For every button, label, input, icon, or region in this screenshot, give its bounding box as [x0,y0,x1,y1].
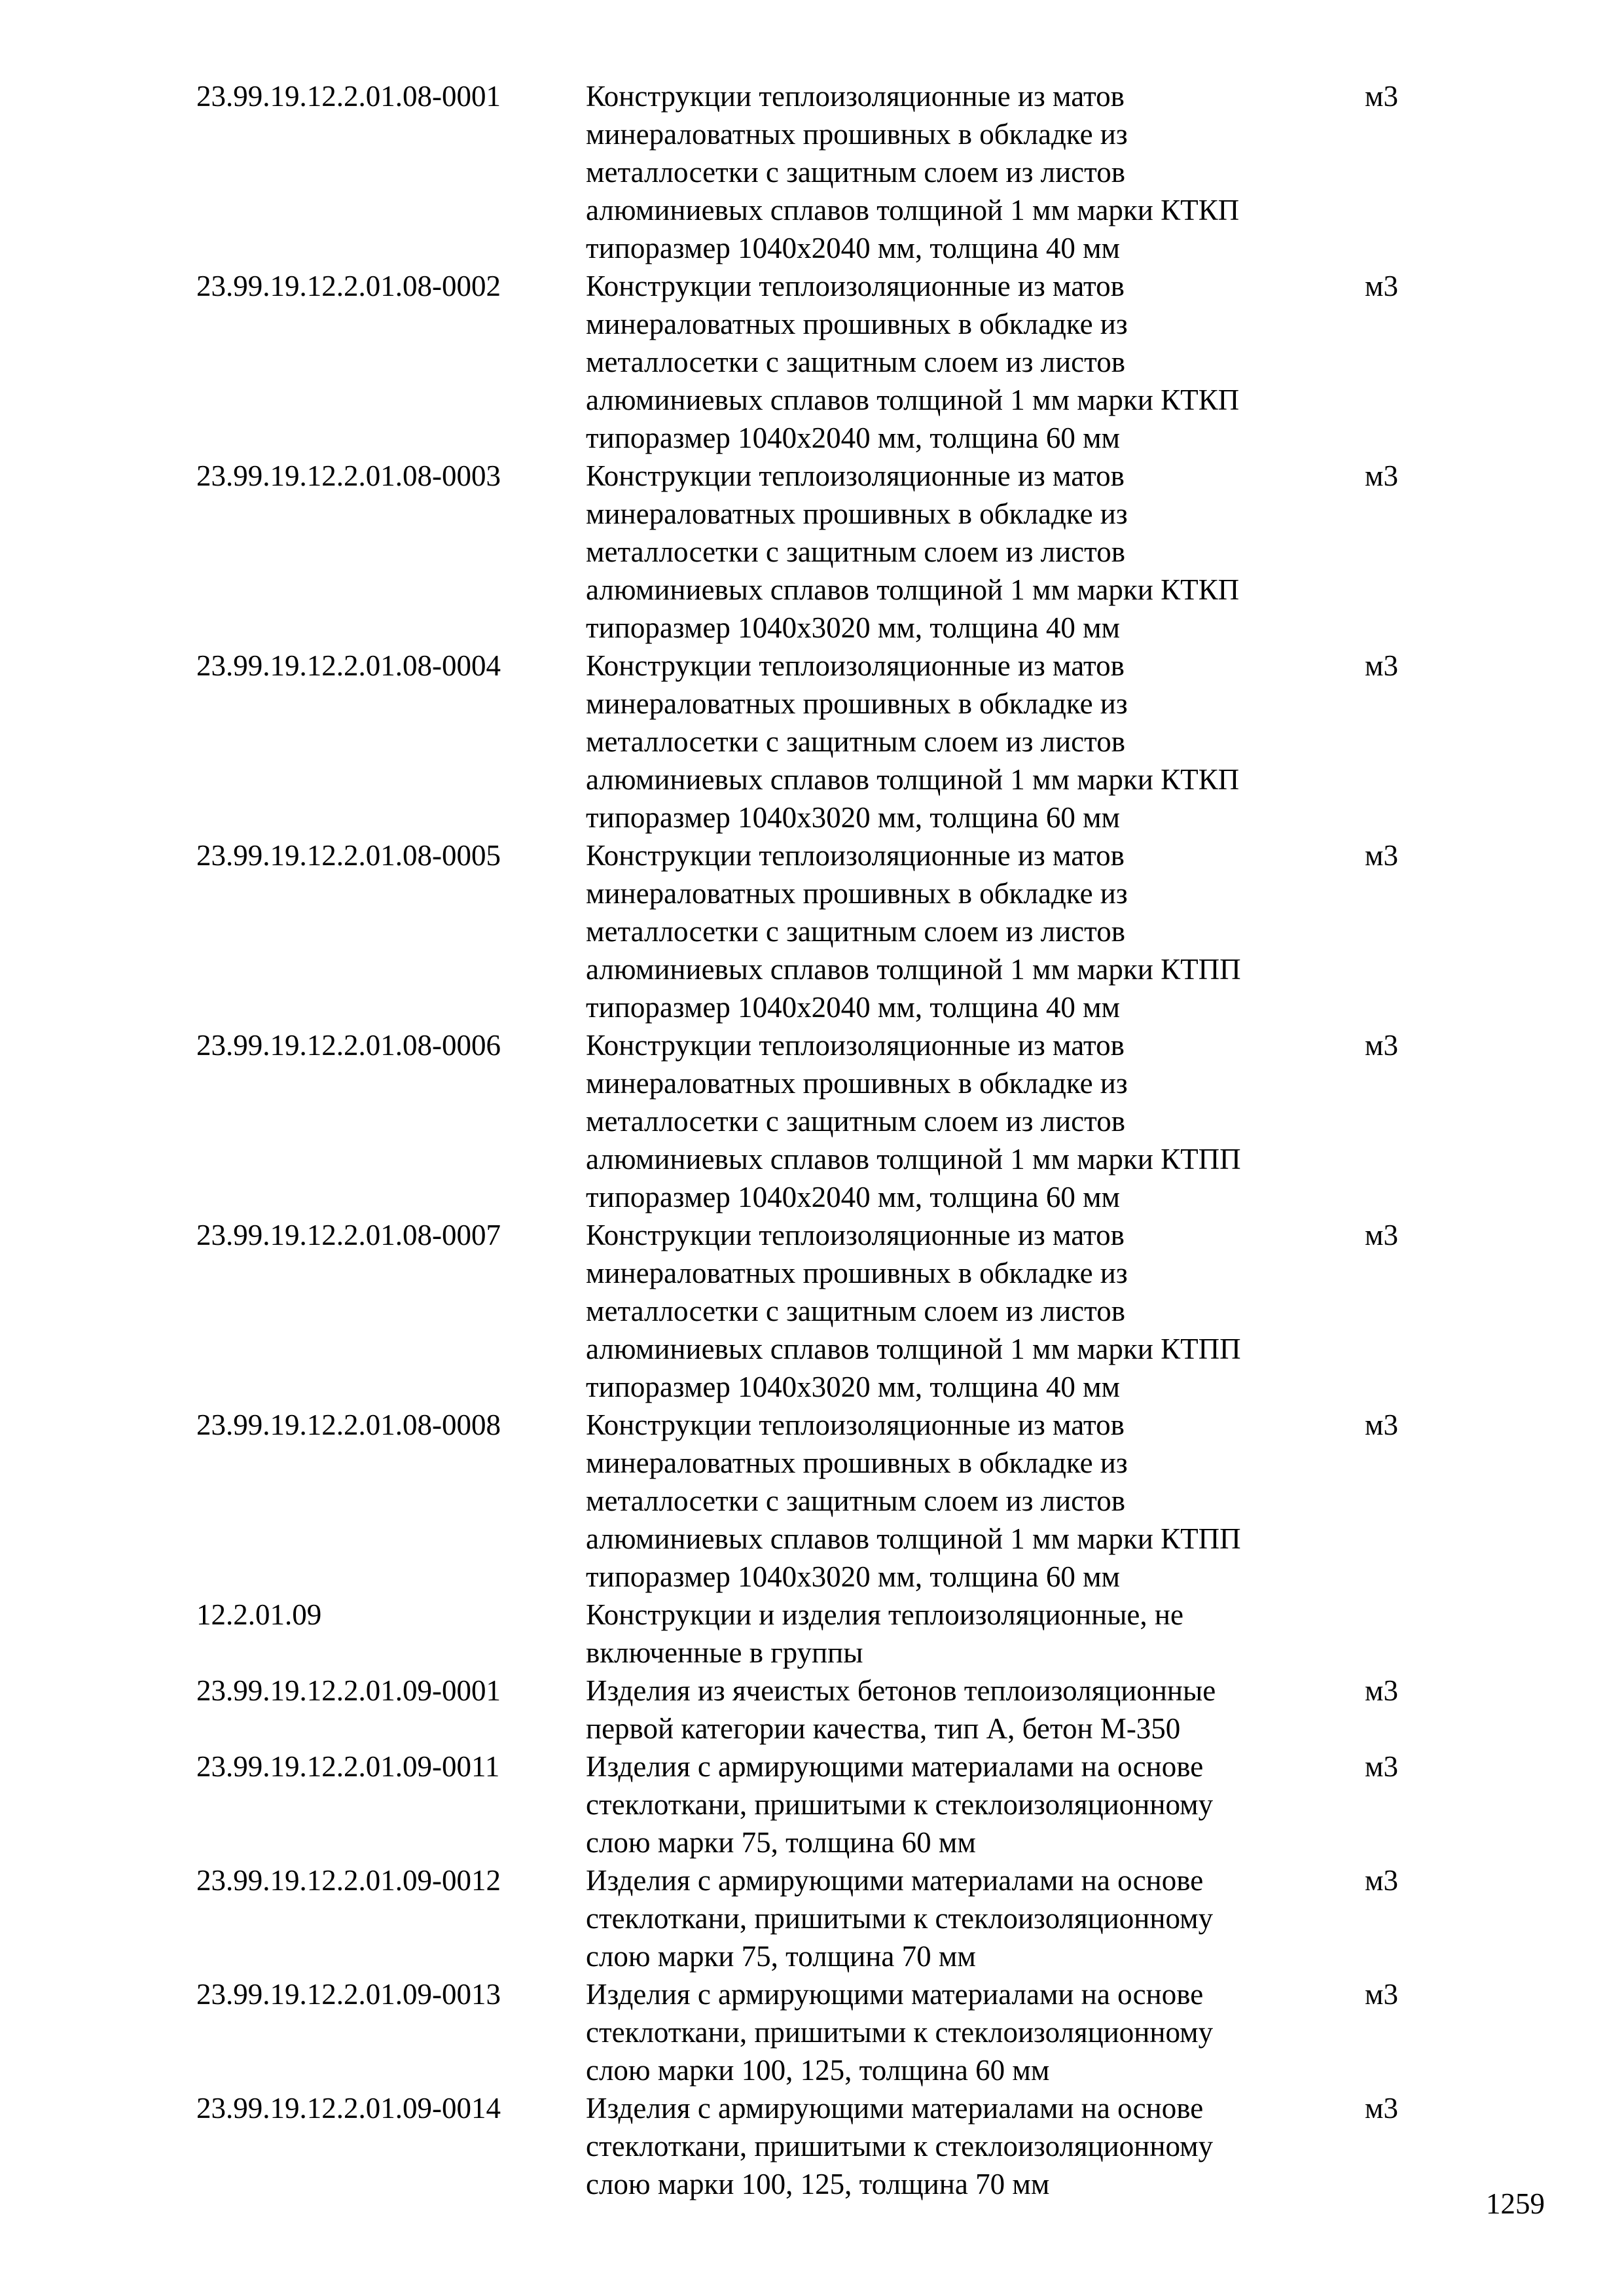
item-code: 23.99.19.12.2.01.09-0012 [196,1864,501,1897]
table-row [196,647,1440,836]
item-code: 23.99.19.12.2.01.08-0007 [196,1219,501,1251]
item-description: Конструкции теплоизоляционные из матов минераловатных прошивных в обкладке из металлосетки с защитным слоем из листов алюминиевых сплавов толщиной 1 мм марки КТПП типоразмер 1040х3020 мм, толщина 40 мм [586,1219,1241,1403]
item-code: 23.99.19.12.2.01.08-0002 [196,270,501,302]
item-description: Изделия с армирующими материалами на основе стеклоткани, пришитыми к стеклоизоляционному слою марки 100, 125, толщина 60 мм [586,1978,1214,2087]
table-row [196,1975,1440,2089]
item-description: Конструкции теплоизоляционные из матов минераловатных прошивных в обкладке из металлосетки с защитным слоем из листов алюминиевых сплавов толщиной 1 мм марки КТКП типоразмер 1040х3020 мм, толщина 40 мм [586,459,1240,644]
table-row [196,267,1440,457]
item-unit: м3 [1365,1219,1398,1251]
item-description: Конструкции теплоизоляционные из матов минераловатных прошивных в обкладке из металлосетки с защитным слоем из листов алюминиевых сплавов толщиной 1 мм марки КТКП типоразмер 1040х3020 мм, толщина 60 мм [586,649,1240,834]
table-row [196,1406,1440,1596]
item-code: 23.99.19.12.2.01.09-0001 [196,1674,501,1707]
item-unit: м3 [1365,1408,1398,1441]
table-row [196,1672,1440,1748]
item-description: Конструкции теплоизоляционные из матов минераловатных прошивных в обкладке из металлосетки с защитным слоем из листов алюминиевых сплавов толщиной 1 мм марки КТПП типоразмер 1040х2040 мм, толщина 40 мм [586,839,1241,1024]
item-description: Изделия с армирующими материалами на основе стеклоткани, пришитыми к стеклоизоляционному слою марки 100, 125, толщина 70 мм [586,2092,1214,2200]
item-description: Изделия с армирующими материалами на основе стеклоткани, пришитыми к стеклоизоляционному слою марки 75, толщина 70 мм [586,1864,1214,1973]
item-code: 23.99.19.12.2.01.08-0008 [196,1408,501,1441]
group-header-row [196,1596,1440,1672]
item-unit: м3 [1365,649,1398,682]
table-row [196,1216,1440,1406]
item-code: 23.99.19.12.2.01.08-0001 [196,80,501,113]
item-code: 23.99.19.12.2.01.08-0003 [196,459,501,492]
item-code: 23.99.19.12.2.01.08-0004 [196,649,501,682]
item-unit: м3 [1365,839,1398,872]
table-row [196,1026,1440,1216]
item-unit: м3 [1365,1978,1398,2011]
item-code: 23.99.19.12.2.01.09-0011 [196,1750,500,1783]
catalog-table [196,77,1440,2203]
table-row [196,77,1440,267]
item-unit: м3 [1365,80,1398,113]
item-description: Конструкции теплоизоляционные из матов минераловатных прошивных в обкладке из металлосетки с защитным слоем из листов алюминиевых сплавов толщиной 1 мм марки КТПП типоразмер 1040х3020 мм, толщина 60 мм [586,1408,1241,1593]
table-row [196,1748,1440,1861]
group-code: 12.2.01.09 [196,1598,322,1631]
item-unit: м3 [1365,1674,1398,1707]
item-unit: м3 [1365,1750,1398,1783]
item-description: Конструкции теплоизоляционные из матов минераловатных прошивных в обкладке из металлосетки с защитным слоем из листов алюминиевых сплавов толщиной 1 мм марки КТПП типоразмер 1040х2040 мм, толщина 60 мм [586,1029,1241,1213]
item-description: Изделия с армирующими материалами на основе стеклоткани, пришитыми к стеклоизоляционному слою марки 75, толщина 60 мм [586,1750,1214,1859]
item-unit: м3 [1365,2092,1398,2125]
item-unit: м3 [1365,459,1398,492]
table-row [196,836,1440,1026]
item-code: 23.99.19.12.2.01.08-0006 [196,1029,501,1062]
page-number: 1259 [1486,2187,1545,2220]
item-code: 23.99.19.12.2.01.09-0013 [196,1978,501,2011]
table-row [196,457,1440,647]
group-description: Конструкции и изделия теплоизоляционные, не включенные в группы [586,1598,1183,1669]
item-unit: м3 [1365,1864,1398,1897]
table-row [196,1861,1440,1975]
item-code: 23.99.19.12.2.01.09-0014 [196,2092,501,2125]
item-description: Конструкции теплоизоляционные из матов минераловатных прошивных в обкладке из металлосетки с защитным слоем из листов алюминиевых сплавов толщиной 1 мм марки КТКП типоразмер 1040х2040 мм, толщина 40 мм [586,80,1240,264]
item-unit: м3 [1365,270,1398,302]
item-description: Изделия из ячеистых бетонов теплоизоляционные первой категории качества, тип А, бетон М-350 [586,1674,1216,1745]
item-description: Конструкции теплоизоляционные из матов минераловатных прошивных в обкладке из металлосетки с защитным слоем из листов алюминиевых сплавов толщиной 1 мм марки КТКП типоразмер 1040х2040 мм, толщина 60 мм [586,270,1240,454]
item-code: 23.99.19.12.2.01.08-0005 [196,839,501,872]
table-row [196,2089,1440,2203]
item-unit: м3 [1365,1029,1398,1062]
